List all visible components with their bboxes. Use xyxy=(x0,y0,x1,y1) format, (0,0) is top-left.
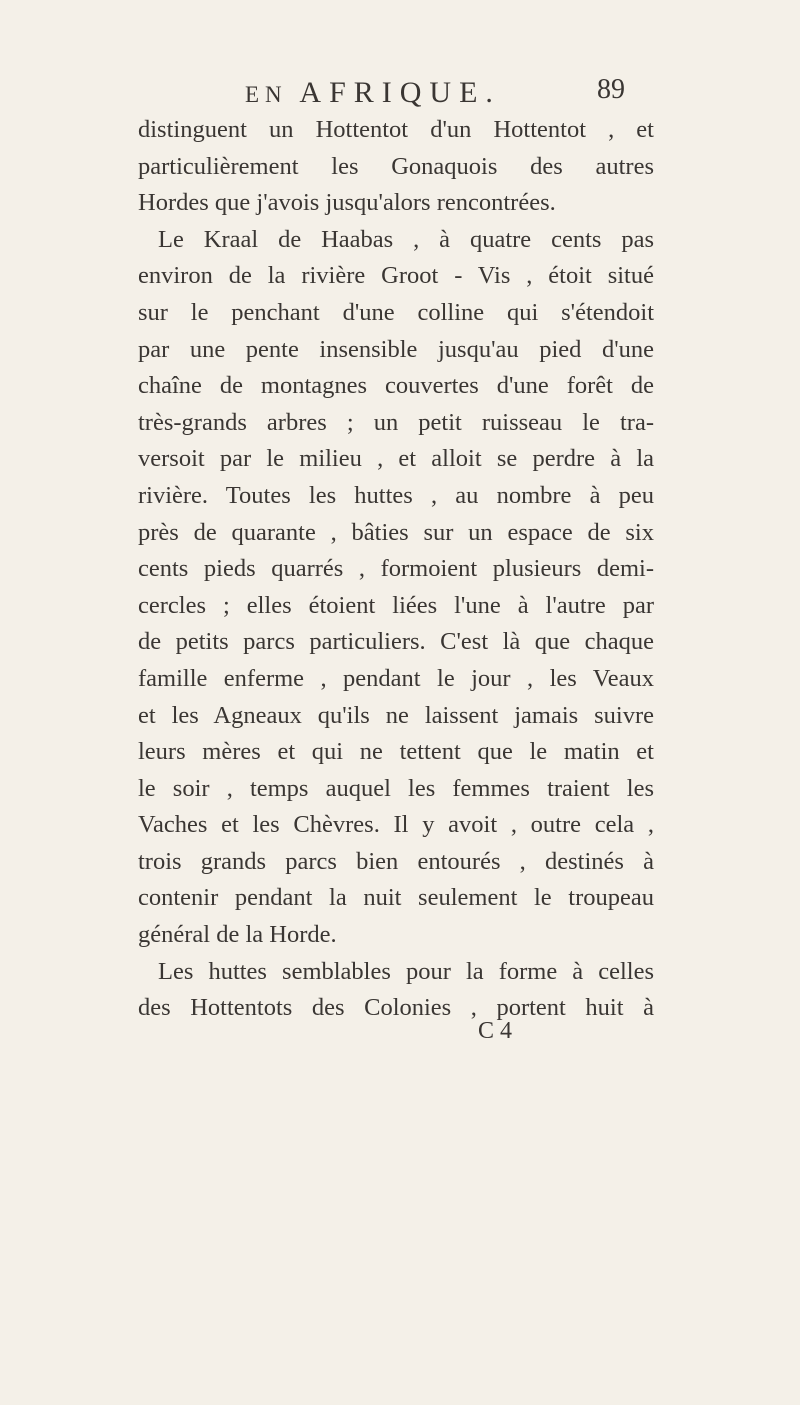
text-line: des Hottentots des Colonies , portent huit à xyxy=(138,994,654,1022)
text-line: Les huttes semblables pour la forme à celles xyxy=(158,957,654,985)
text-line: Hordes que j'avois jusqu'alors rencontrées. xyxy=(138,189,556,217)
text-line: cents pieds quarrés , formoient plusieurs demi- xyxy=(138,555,654,583)
text-line: rivière. Toutes les huttes , au nombre à peu xyxy=(138,481,654,509)
page-body xyxy=(138,112,654,1027)
text-line: leurs mères et qui ne tettent que le matin et xyxy=(138,738,654,766)
text-line: et les Agneaux qu'ils ne laissent jamais suivre xyxy=(138,701,654,729)
page-header xyxy=(245,76,625,110)
text-line: Vaches et les Chèvres. Il y avoit , outre cela , xyxy=(138,811,654,839)
text-line: famille enferme , pendant le jour , les Veaux xyxy=(138,664,654,692)
page-number: 89 xyxy=(597,74,625,105)
running-head-title: AFRIQUE. xyxy=(299,76,501,109)
text-line: général de la Horde. xyxy=(138,921,337,949)
text-line: contenir pendant la nuit seulement le troupeau xyxy=(138,884,654,912)
text-line: particulièrement les Gonaquois des autres xyxy=(138,152,654,180)
text-line: très-grands arbres ; un petit ruisseau le tra- xyxy=(138,408,654,436)
text-line: sur le penchant d'une colline qui s'étendoit xyxy=(138,298,654,326)
text-line: Le Kraal de Haabas , à quatre cents pas xyxy=(158,225,654,253)
text-line: de petits parcs particuliers. C'est là que chaque xyxy=(138,628,654,656)
text-line: près de quarante , bâties sur un espace de six xyxy=(138,518,654,546)
running-head xyxy=(245,76,501,110)
text-line: distinguent un Hottentot d'un Hottentot , et xyxy=(138,116,654,143)
running-head-prefix: EN xyxy=(245,82,300,107)
text-line: cercles ; elles étoient liées l'une à l'autre par xyxy=(138,591,654,619)
text-line: par une pente insensible jusqu'au pied d'une xyxy=(138,335,654,363)
text-line: le soir , temps auquel les femmes traient les xyxy=(138,774,654,802)
text-line: chaîne de montagnes couvertes d'une forêt de xyxy=(138,372,654,400)
text-line: environ de la rivière Groot - Vis , étoit situé xyxy=(138,262,654,290)
text-line: trois grands parcs bien entourés , destinés à xyxy=(138,847,654,875)
signature-mark: C 4 xyxy=(478,1018,513,1044)
text-line: versoit par le milieu , et alloit se perdre à la xyxy=(138,445,654,473)
